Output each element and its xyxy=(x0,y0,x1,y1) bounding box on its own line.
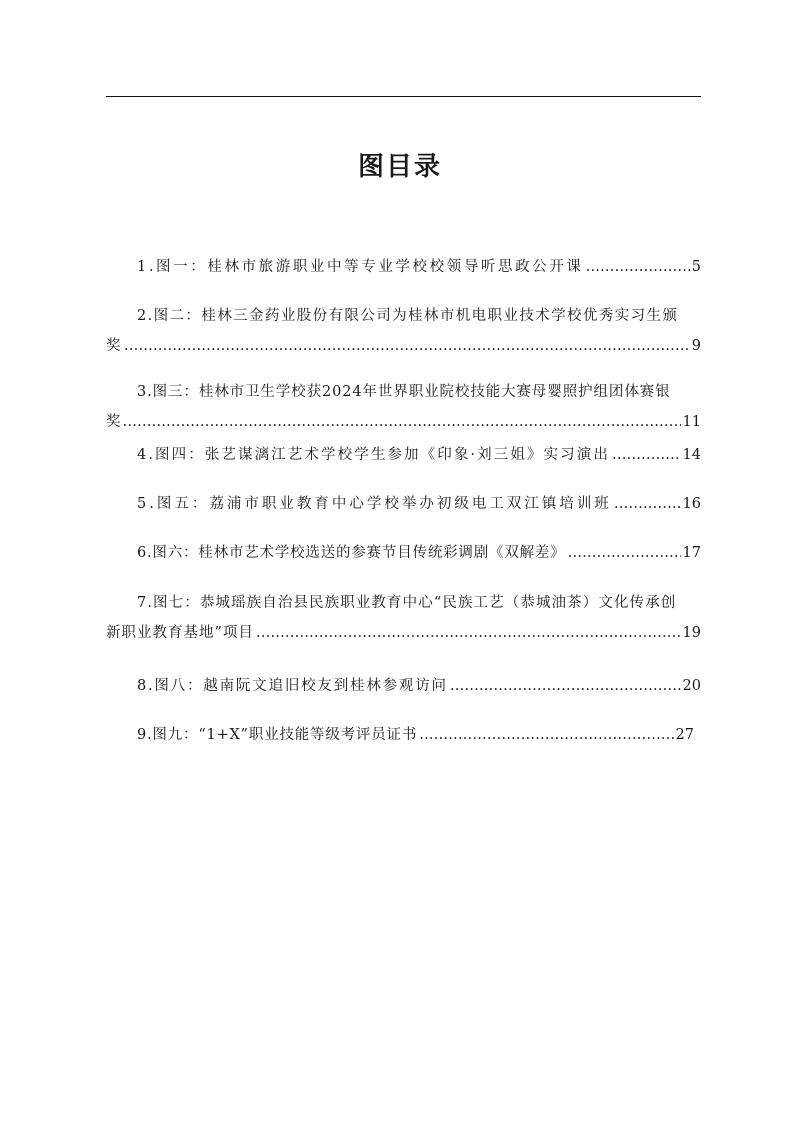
toc-entry-label: 4.图四：张艺谋漓江艺术学校学生参加《印象·刘三姐》实习演出 xyxy=(137,447,610,463)
toc-entry-9[interactable] xyxy=(106,720,694,750)
page-title: 图目录 xyxy=(357,152,442,182)
toc-entry-page: 27 xyxy=(675,727,694,743)
toc-entry-7[interactable] xyxy=(106,588,701,648)
toc-entry-label-cont: 奖 xyxy=(106,414,121,430)
toc-entry-page: 5 xyxy=(691,259,701,275)
dot-leader xyxy=(612,440,681,470)
toc-entry-label: 1.图一：桂林市旅游职业中等专业学校校领导听思政公开课 xyxy=(137,259,584,275)
toc-entry-6[interactable] xyxy=(106,538,701,568)
toc-entry-label: 6.图六：桂林市艺术学校选送的参赛节目传统彩调剧《双解差》 xyxy=(137,545,566,561)
toc-entry-label: 5.图五：荔浦市职业教育中心学校举办初级电工双江镇培训班 xyxy=(137,496,612,512)
toc-entry-4[interactable] xyxy=(106,440,701,470)
toc-entry-page: 20 xyxy=(682,678,701,694)
toc-entry-2[interactable] xyxy=(106,301,701,361)
toc-entry-label: 2.图二：桂林三金药业股份有限公司为桂林市机电职业技术学校优秀实习生颁 xyxy=(137,308,679,324)
dot-leader xyxy=(568,538,681,568)
toc-entry-label: 3.图三：桂林市卫生学校获2024年世界职业院校技能大赛母婴照护组团体赛银 xyxy=(137,384,671,400)
toc-entry-page: 9 xyxy=(691,338,701,354)
dot-leader xyxy=(123,407,681,437)
dot-leader xyxy=(450,671,681,701)
toc-entry-page: 19 xyxy=(682,625,701,641)
toc-entry-label: 7.图七：恭城瑶族自治县民族职业教育中心“民族工艺（恭城油茶）文化传承创 xyxy=(137,595,677,611)
toc-entry-label-cont: 新职业教育基地”项目 xyxy=(106,625,254,641)
dot-leader xyxy=(586,252,690,282)
dot-leader xyxy=(419,720,673,750)
dot-leader xyxy=(124,331,690,361)
toc-entry-5[interactable] xyxy=(106,489,701,519)
header-rule xyxy=(106,96,701,97)
dot-leader xyxy=(256,618,681,648)
toc-entry-page: 17 xyxy=(682,545,701,561)
toc-entry-label: 8.图八：越南阮文追旧校友到桂林参观访问 xyxy=(137,678,448,694)
toc-entry-page: 11 xyxy=(682,414,701,430)
dot-leader xyxy=(614,489,681,519)
toc-entry-page: 16 xyxy=(682,496,701,512)
toc-entry-label: 9.图九：“1+X”职业技能等级考评员证书 xyxy=(137,727,418,743)
toc-entry-8[interactable] xyxy=(106,671,701,701)
toc-entry-3[interactable] xyxy=(106,377,701,437)
toc-entry-page: 14 xyxy=(682,447,701,463)
toc-entry-label-cont: 奖 xyxy=(106,338,122,354)
toc-entry-1[interactable] xyxy=(106,252,701,282)
